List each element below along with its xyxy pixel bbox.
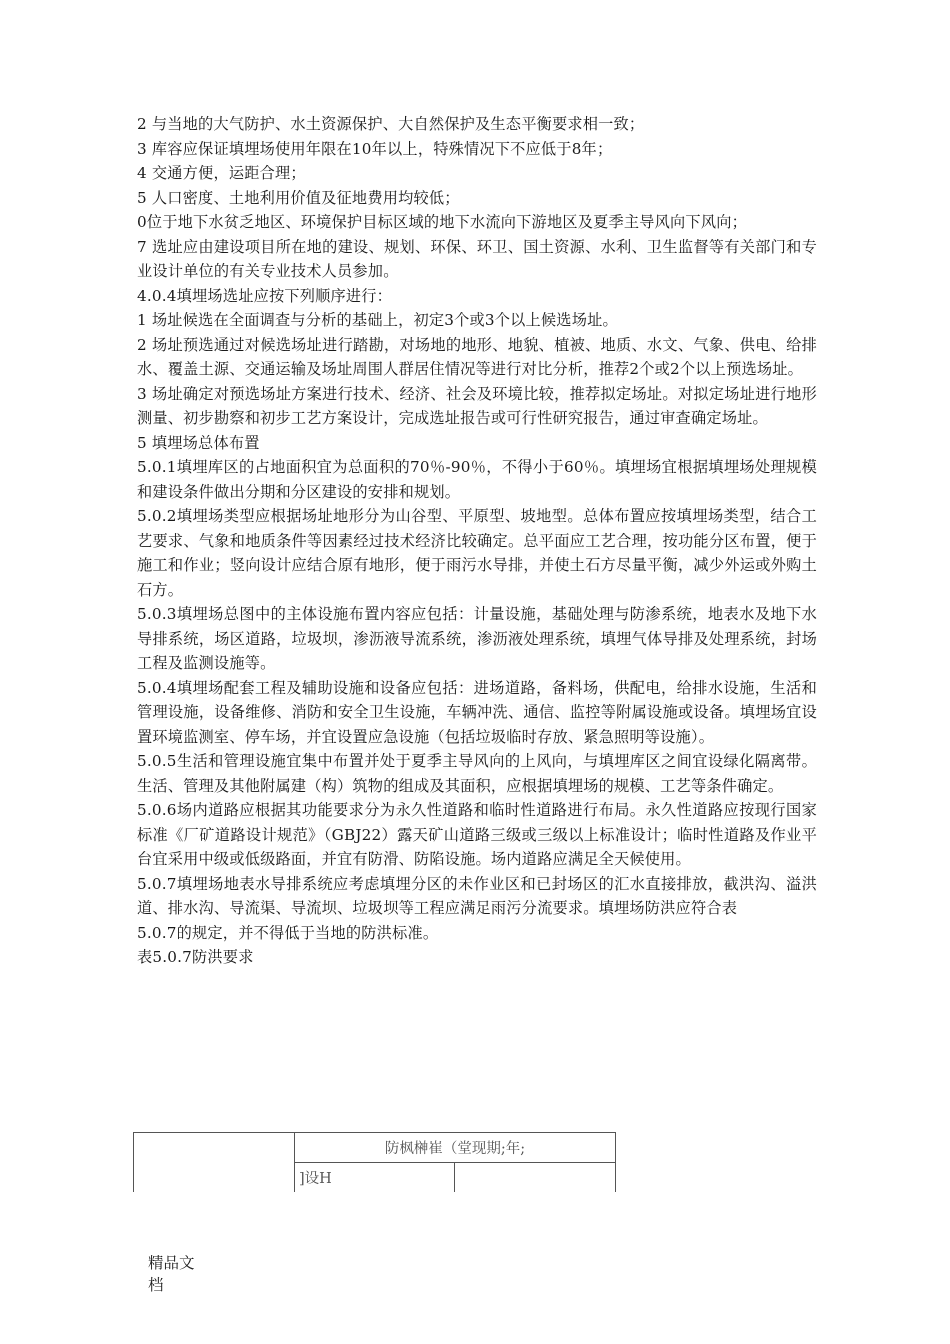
paragraph: 3 场址确定对预选场址方案进行技术、经济、社会及环境比较，推荐拟定场址。对拟定场址进行地形测量、初步勘察和初步工艺方案设计，完成选址报告或可行性研究报告，通过审查确定场址。	[137, 384, 817, 427]
table-cell-empty	[134, 1133, 295, 1193]
paragraph: 5.0.7的规定，并不得低于当地的防洪标准。	[137, 923, 439, 942]
paragraph: 0位于地下水贫乏地区、环境保护目标区域的地下水流向下游地区及夏季主导风向下风向；	[137, 213, 747, 231]
paragraph: 3 库容应保证填埋场使用年限在10年以上，特殊情况下不应低于8年；	[137, 139, 613, 158]
table-cell	[455, 1163, 616, 1193]
paragraph: 5.0.1填埋库区的占地面积宜为总面积的70％-90％，不得小于60％。填埋场宜根据填埋场处理规模和建设条件做出分期和分区建设的安排和规划。	[137, 458, 817, 501]
table-caption: 表5.0.7防洪要求	[137, 948, 254, 966]
document-body	[137, 112, 817, 970]
paragraph: 5 人口密度、土地利用价值及征地费用均较低；	[137, 188, 460, 207]
paragraph: 5.0.5生活和管理设施宜集中布置并处于夏季主导风向的上风向，与填埋库区之间宜设绿化隔离带。生活、管理及其他附属建（构）筑物的组成及其面积，应根据填埋场的规模、工艺等条件确定。	[137, 752, 817, 795]
chapter-heading: 5 填埋场总体布置	[137, 433, 260, 452]
paragraph: 1 场址候选在全面调查与分析的基础上，初定3个或3个以上候选场址。	[137, 311, 618, 329]
paragraph: 5.0.7填埋场地表水导排系统应考虑填埋分区的未作业区和已封场区的汇水直接排放，截洪沟、溢洪道、排水沟、导流渠、导流坝、垃圾坝等工程应满足雨污分流要求。填埋场防洪应符合表	[137, 874, 817, 917]
footer-watermark	[148, 1252, 208, 1296]
flood-requirements-table-wrap	[133, 1132, 615, 1194]
section-heading: 4.0.4填埋场选址应按下列顺序进行：	[137, 286, 393, 305]
footer-line: 档	[148, 1276, 164, 1294]
paragraph: 2 场址预选通过对候选场址进行踏勘，对场地的地形、地貌、植被、地质、水文、气象、供电、给排水、覆盖土源、交通运输及场址周围人群居住情况等进行对比分析，推荐2个或2个以上预选场址。	[137, 335, 817, 378]
paragraph: 5.0.2填埋场类型应根据场址地形分为山谷型、平原型、坡地型。总体布置应按填埋场类型，结合工艺要求、气象和地质条件等因素经过技术经济比较确定。总平面应工艺合理，按功能分区布置，便于施工和作业；竖向设计应结合原有地形，便于雨污水导排，并使土石方尽量平衡，减少外运或外购土石方。	[137, 507, 817, 599]
flood-requirements-table	[133, 1132, 616, 1192]
footer-line: 精品文	[148, 1254, 195, 1272]
paragraph: 2 与当地的大气防护、水土资源保护、大自然保护及生态平衡要求相一致；	[137, 115, 645, 133]
table-header-cell: 防枫榊崔（堂现期;年;	[295, 1133, 616, 1163]
paragraph: 7 选址应由建设项目所在地的建设、规划、环保、环卫、国土资源、水利、卫生监督等有关部门和专业设计单位的有关专业技术人员参加。	[137, 237, 817, 280]
table-row	[134, 1133, 616, 1163]
paragraph: 5.0.6场内道路应根据其功能要求分为永久性道路和临时性道路进行布局。永久性道路应按现行国家标准《厂矿道路设计规范》（GBJ22）露天矿山道路三级或三级以上标准设计；临时性道路及作业平台宜采用中级或低级路面，并宜有防滑、防陷设施。场内道路应满足全天候使用。	[137, 801, 817, 868]
paragraph: 5.0.3填埋场总图中的主体设施布置内容应包括：计量设施，基础处理与防渗系统，地表水及地下水导排系统，场区道路，垃圾坝，渗沥液导流系统，渗沥液处理系统，填埋气体导排及处理系统，封场工程及监测设施等。	[137, 605, 817, 672]
paragraph: 5.0.4填埋场配套工程及辅助设施和设备应包括：进场道路，备料场，供配电，给排水设施，生活和管理设施，设备维修、消防和安全卫生设施，车辆冲洗、通信、监控等附属设施或设备。填埋场宜设置环境监测室、停车场，并宜设置应急设施（包括垃圾临时存放、紧急照明等设施）。	[137, 678, 817, 746]
table-cell: ]设H	[295, 1163, 455, 1193]
paragraph: 4 交通方便，运距合理；	[137, 164, 306, 182]
